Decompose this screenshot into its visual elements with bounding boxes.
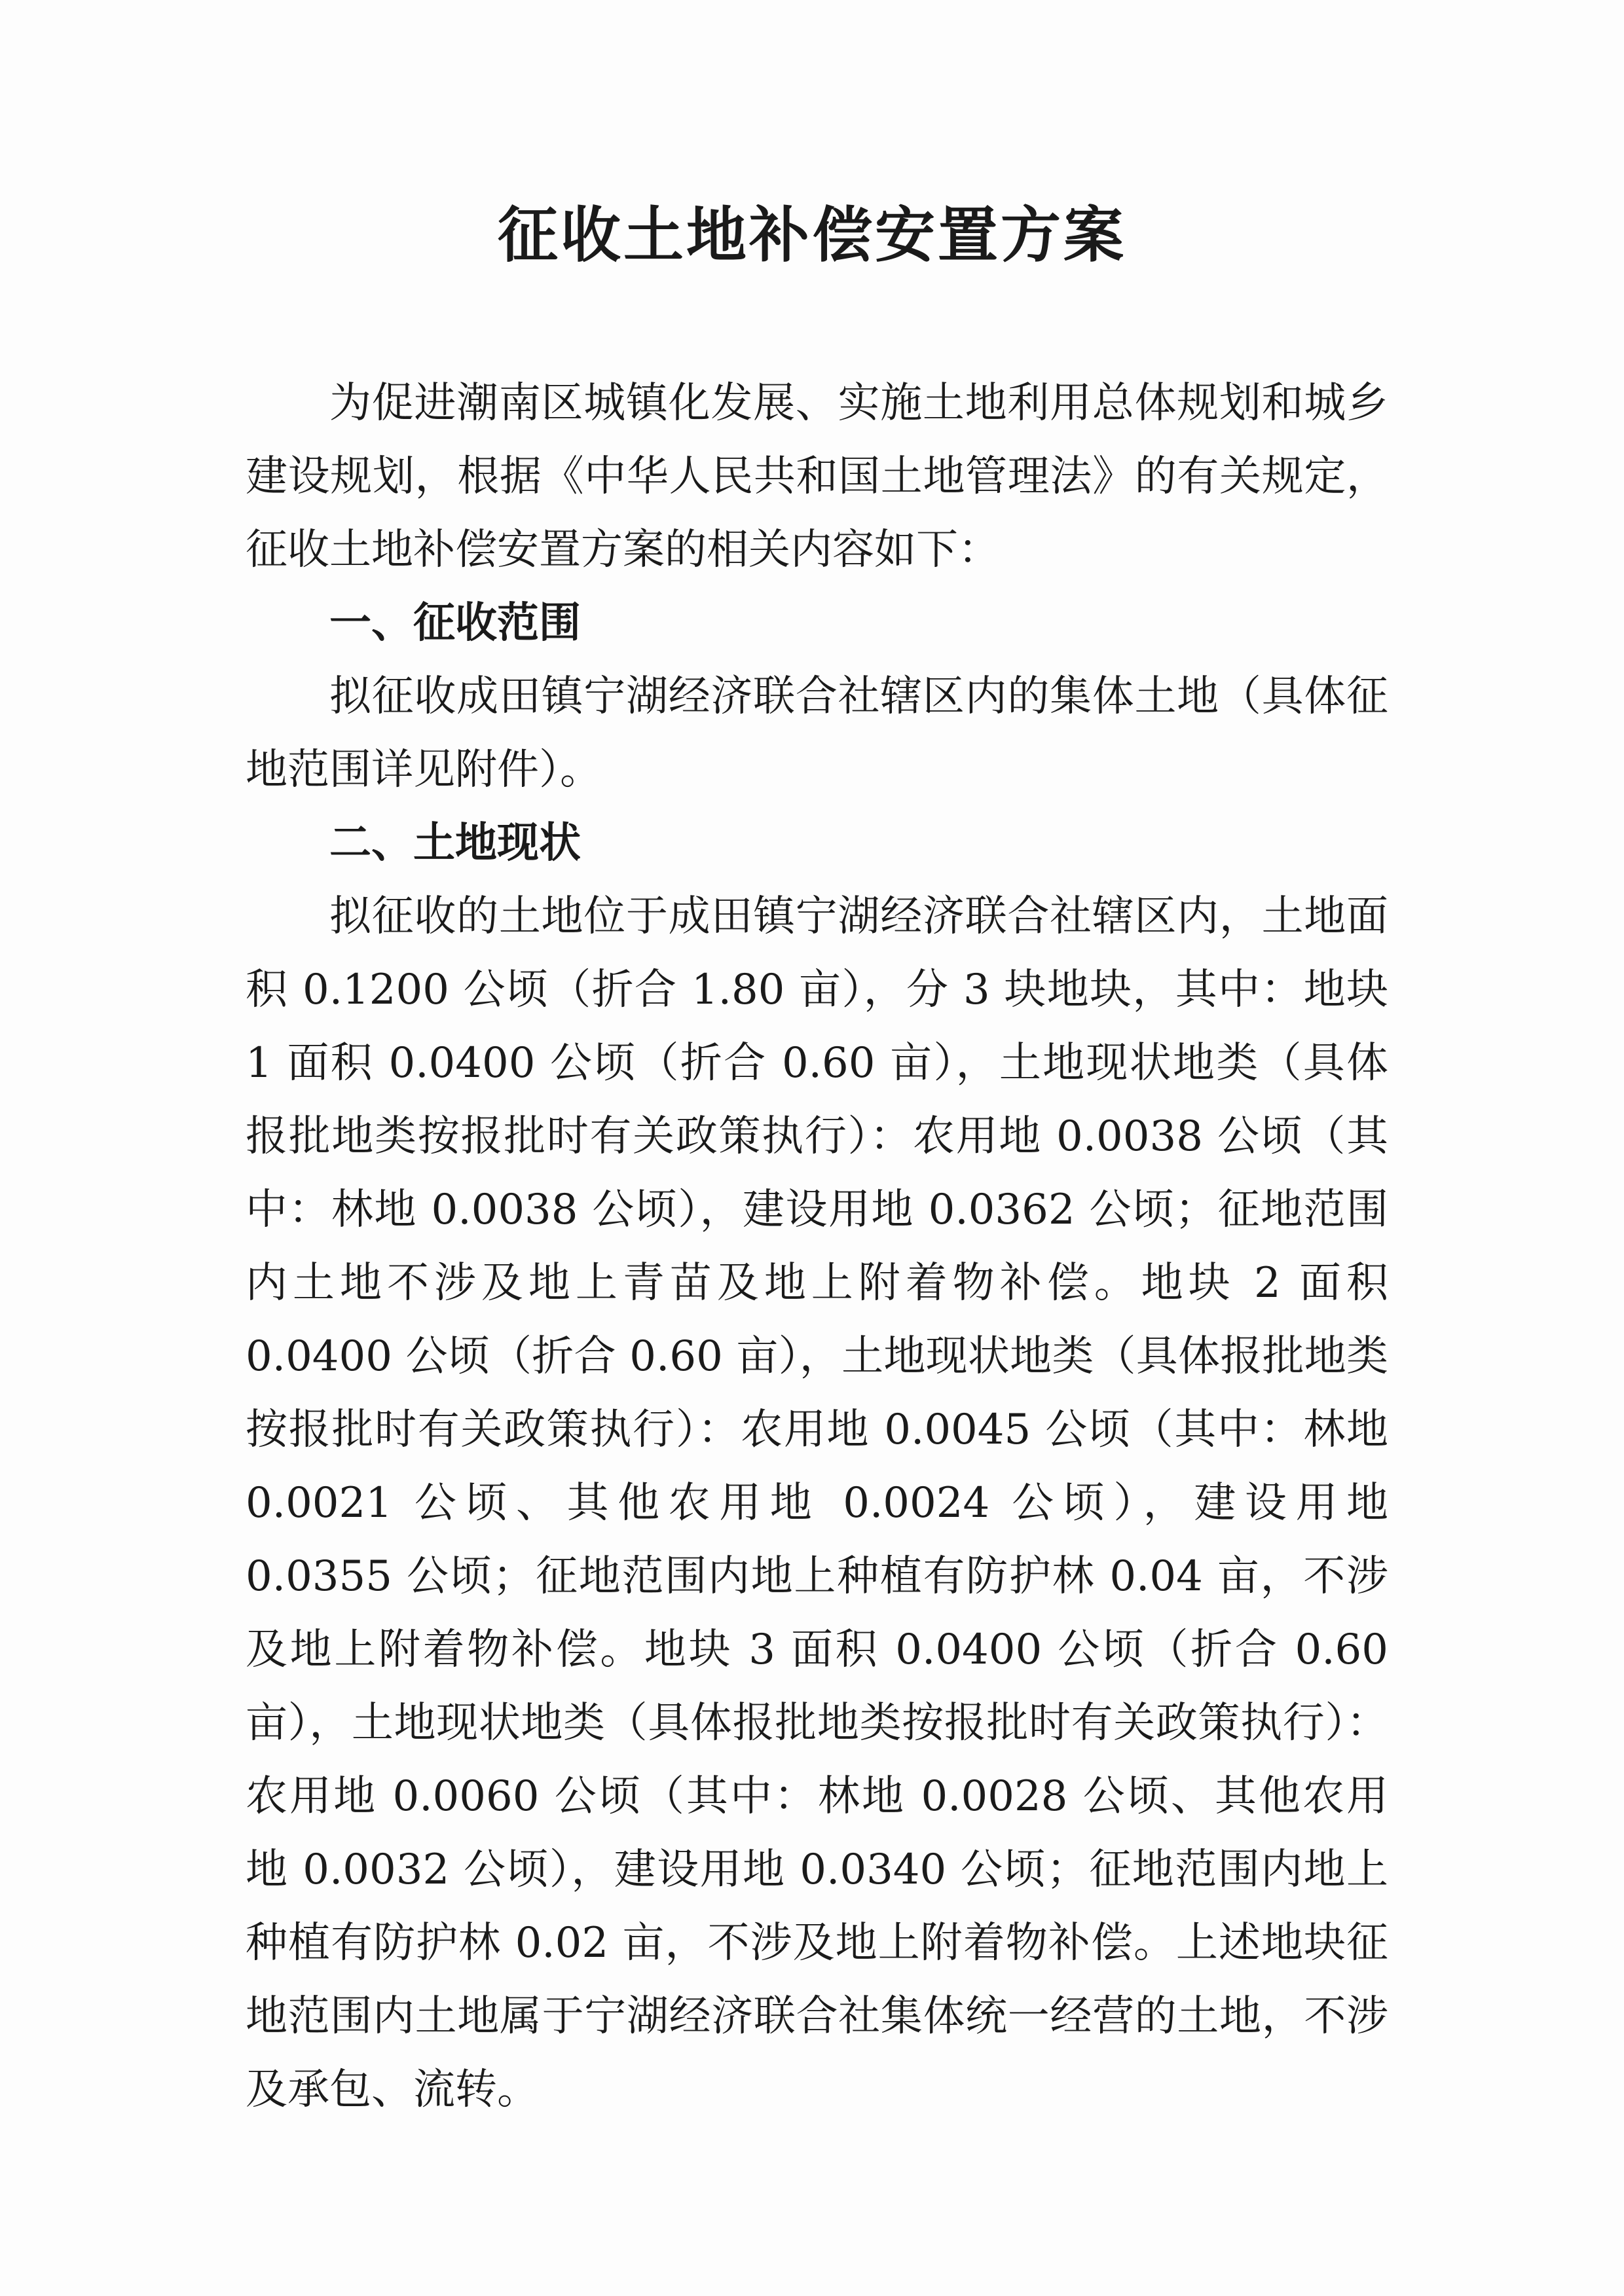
section-1-paragraph: 拟征收成田镇宁湖经济联合社辖区内的集体土地（具体征地范围详见附件）。: [246, 672, 1388, 794]
section-2-paragraph: 拟征收的土地位于成田镇宁湖经济联合社辖区内，土地面积 0.1200 公顷（折合 1.80 亩），分 3 块地块，其中：地块 1 面积 0.0400 公顷（折合 0.60 亩），土地现状地类（具体报批地类按报批时有关政策执行）：农用地 0.0038 公顷（其中：林地 0.0038 公顷），建设用地 0.0362 公顷；征地范围内土地不涉及地上青苗及地上附着物补偿。地块 2 面积 0.0400 公顷（折合 0.60 亩），土地现状地类（具体报批地类按报批时有关政策执行）：农用地 0.0045 公顷（其中：林地 0.0021 公顷、其他农用地 0.0024 公顷），建设用地 0.0355 公顷；征地范围内地上种植有防护林 0.04 亩，不涉及地上附着物补偿。地块 3 面积 0.0400 公顷（折合 0.60 亩），土地现状地类（具体报批地类按报批时有关政策执行）：农用地 0.0060 公顷（其中：林地 0.0028 公顷、其他农用地 0.0032 公顷），建设用地 0.0340 公顷；征地范围内地上种植有防护林 0.02 亩，不涉及地上附着物补偿。上述地块征地范围内土地属于宁湖经济联合社集体统一经营的土地，不涉及承包、流转。: [246, 892, 1388, 2114]
document-title: 征收土地补偿安置方案: [497, 200, 1126, 270]
section-2-heading: 二、土地现状: [329, 819, 581, 867]
document-body: [246, 367, 1388, 2126]
intro-paragraph: 为促进潮南区城镇化发展、实施土地利用总体规划和城乡建设规划，根据《中华人民共和国土地管理法》的有关规定，征收土地补偿安置方案的相关内容如下：: [246, 379, 1388, 574]
section-1-heading: 一、征收范围: [329, 599, 581, 647]
